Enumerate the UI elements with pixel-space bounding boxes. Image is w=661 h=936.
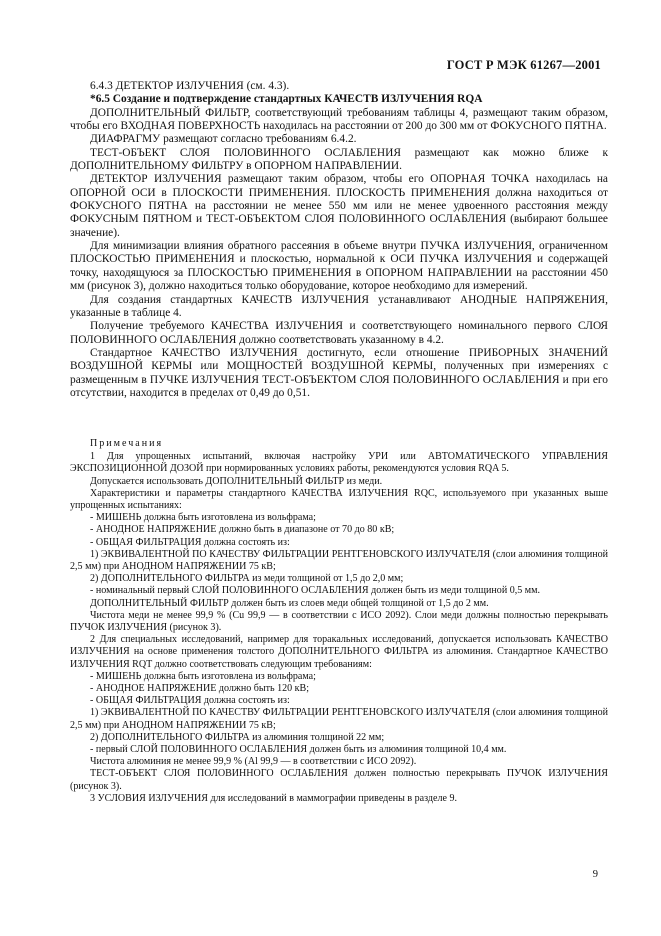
- note-line: Допускается использовать ДОПОЛНИТЕЛЬНЫЙ ФИЛЬТР из меди.: [90, 475, 383, 487]
- paragraph: ДИАФРАГМУ размещают согласно требованиям 6.4.2.: [90, 133, 357, 146]
- note-line: - МИШЕНЬ должна быть изготовлена из вольфрама;: [90, 670, 316, 682]
- note-line: - АНОДНОЕ НАПРЯЖЕНИЕ должно быть 120 кВ;: [90, 683, 310, 695]
- note-line: - МИШЕНЬ должна быть изготовлена из вольфрама;: [90, 512, 316, 524]
- paragraph: ДОПОЛНИТЕЛЬНЫЙ ФИЛЬТР, соответствующий требованиям таблицы 4, размещают таким образом, чтобы его ВХОДНАЯ ПОВЕРХНОСТЬ находилась на расстоянии от 200 до 300 мм от ФОКУСНОГО ПЯТНА.: [70, 106, 608, 133]
- main-text: [70, 80, 608, 400]
- paragraph: ТЕСТ-ОБЪЕКТ СЛОЯ ПОЛОВИННОГО ОСЛАБЛЕНИЯ размещают как можно ближе к ДОПОЛНИТЕЛЬНОМУ ФИЛЬТРУ в ОПОРНОМ НАПРАВЛЕНИИ.: [70, 146, 608, 173]
- paragraph: Для создания стандартных КАЧЕСТВ ИЗЛУЧЕНИЯ устанавливают АНОДНЫЕ НАПРЯЖЕНИЯ, указанные в таблице 4.: [70, 293, 608, 319]
- page-number: 9: [592, 869, 598, 880]
- note-line: 2 Для специальных исследований, например для торакальных исследований, допускается использовать КАЧЕСТВО ИЗЛУЧЕНИЯ на основе применения толстого ДОПОЛНИТЕЛЬНОГО ФИЛЬТРА из алюминия. Стандартное КАЧЕСТВО ИЗЛУЧЕНИЯ RQT должно соответствовать следующим требованиям:: [70, 634, 608, 670]
- paragraph: Стандартное КАЧЕСТВО ИЗЛУЧЕНИЯ достигнуто, если отношение ПРИБОРНЫХ ЗНАЧЕНИЙ ВОЗДУШНОЙ КЕРМЫ или МОЩНОСТЕЙ ВОЗДУШНОЙ КЕРМЫ, полученных при измерениях с размещенным в ПУЧКЕ ИЗЛУЧЕНИЯ ТЕСТ-ОБЪЕКТОМ СЛОЯ ПОЛОВИННОГО ОСЛАБЛЕНИЯ и при его отсутствии, находится в пределах от 0,49 до 0,51.: [70, 346, 608, 399]
- paragraph: ДЕТЕКТОР ИЗЛУЧЕНИЯ размещают таким образом, чтобы его ОПОРНАЯ ТОЧКА находилась на ОПОРНОЙ ОСИ в ПЛОСКОСТИ ПРИМЕНЕНИЯ. ПЛОСКОСТЬ ПРИМЕНЕНИЯ должна находиться от ФОКУСНОГО ПЯТНА на расстоянии не менее 550 мм или не менее удвоенного расстояния между ФОКУСНЫМ ПЯТНОМ и ТЕСТ-ОБЪЕКТОМ СЛОЯ ПОЛОВИННОГО ОСЛАБЛЕНИЯ (выбирают большее значение).: [70, 173, 608, 239]
- note-line: Характеристики и параметры стандартного КАЧЕСТВА ИЗЛУЧЕНИЯ RQC, используемого при указанных выше упрощенных испытаниях:: [70, 487, 608, 512]
- note-line: - ОБЩАЯ ФИЛЬТРАЦИЯ должна состоять из:: [90, 695, 290, 707]
- section-heading-6-5: *6.5 Создание и подтверждение стандартных КАЧЕСТВ ИЗЛУЧЕНИЯ RQA: [90, 93, 483, 106]
- note-line: Чистота алюминия не менее 99,9 % (Al 99,9 — в соответствии с ИСО 2092).: [90, 756, 417, 768]
- notes-title: Примечания: [90, 438, 164, 449]
- note-line: - первый СЛОЙ ПОЛОВИННОГО ОСЛАБЛЕНИЯ должен быть из алюминия толщиной 10,4 мм.: [90, 744, 507, 756]
- note-line: - АНОДНОЕ НАПРЯЖЕНИЕ должно быть в диапазоне от 70 до 80 кВ;: [90, 524, 395, 536]
- note-line: 1) ЭКВИВАЛЕНТНОЙ ПО КАЧЕСТВУ ФИЛЬТРАЦИИ РЕНТГЕНОВСКОГО ИЗЛУЧАТЕЛЯ (слои алюминия толщиной 2,5 мм) при АНОДНОМ НАПРЯЖЕНИИ 75 кВ;: [70, 707, 608, 731]
- note-line: ДОПОЛНИТЕЛЬНЫЙ ФИЛЬТР должен быть из слоев меди общей толщиной от 1,5 до 2 мм.: [90, 597, 489, 609]
- paragraph: Получение требуемого КАЧЕСТВА ИЗЛУЧЕНИЯ и соответствующего номинального первого СЛОЯ ПОЛОВИННОГО ОСЛАБЛЕНИЯ должно соответствовать указанному в 4.2.: [70, 320, 608, 346]
- notes-section: [70, 438, 608, 805]
- note-line: 1 Для упрощенных испытаний, включая настройку УРИ или АВТОМАТИЧЕСКОГО УПРАВЛЕНИЯ ЭКСПОЗИЦИОННОЙ ДОЗОЙ при нормированных условиях работы, рекомендуются условия RQA 5.: [70, 451, 608, 475]
- note-line: Чистота меди не менее 99,9 % (Cu 99,9 — в соответствии с ИСО 2092). Слои меди должны полностью перекрывать ПУЧОК ИЗЛУЧЕНИЯ (рисунок 3).: [70, 609, 608, 634]
- note-line: - ОБЩАЯ ФИЛЬТРАЦИЯ должна состоять из:: [90, 536, 290, 548]
- document-header: ГОСТ Р МЭК 61267—2001: [446, 58, 601, 72]
- note-line: - номинальный первый СЛОЙ ПОЛОВИННОГО ОСЛАБЛЕНИЯ должен быть из меди толщиной 0,5 мм.: [90, 585, 541, 597]
- paragraph-6-4-3: 6.4.3 ДЕТЕКТОР ИЗЛУЧЕНИЯ (см. 4.3).: [90, 80, 290, 92]
- note-line: 2) ДОПОЛНИТЕЛЬНОГО ФИЛЬТРА из алюминия толщиной 22 мм;: [90, 731, 385, 743]
- note-line: ТЕСТ-ОБЪЕКТ СЛОЯ ПОЛОВИННОГО ОСЛАБЛЕНИЯ должен полностью перекрывать ПУЧОК ИЗЛУЧЕНИЯ (рисунок 3).: [70, 768, 608, 792]
- note-line: 2) ДОПОЛНИТЕЛЬНОГО ФИЛЬТРА из меди толщиной от 1,5 до 2,0 мм;: [90, 573, 404, 585]
- paragraph: Для минимизации влияния обратного рассеяния в объеме внутри ПУЧКА ИЗЛУЧЕНИЯ, ограниченном ПЛОСКОСТЬЮ ПРИМЕНЕНИЯ и плоскостью, нормальной к ОСИ ПУЧКА ИЗЛУЧЕНИЯ и содержащей точку, находящуюся за ПЛОСКОСТЬЮ ПРИМЕНЕНИЯ в ОПОРНОМ НАПРАВЛЕНИИ на расстоянии 450 мм (рисунок 3), должно находиться только оборудование, которое необходимо для измерений.: [70, 240, 608, 293]
- note-line: 1) ЭКВИВАЛЕНТНОЙ ПО КАЧЕСТВУ ФИЛЬТРАЦИИ РЕНТГЕНОВСКОГО ИЗЛУЧАТЕЛЯ (слои алюминия толщиной 2,5 мм) при АНОДНОМ НАПРЯЖЕНИИ 75 кВ;: [70, 548, 608, 573]
- note-line: 3 УСЛОВИЯ ИЗЛУЧЕНИЯ для исследований в маммографии приведены в разделе 9.: [90, 792, 457, 804]
